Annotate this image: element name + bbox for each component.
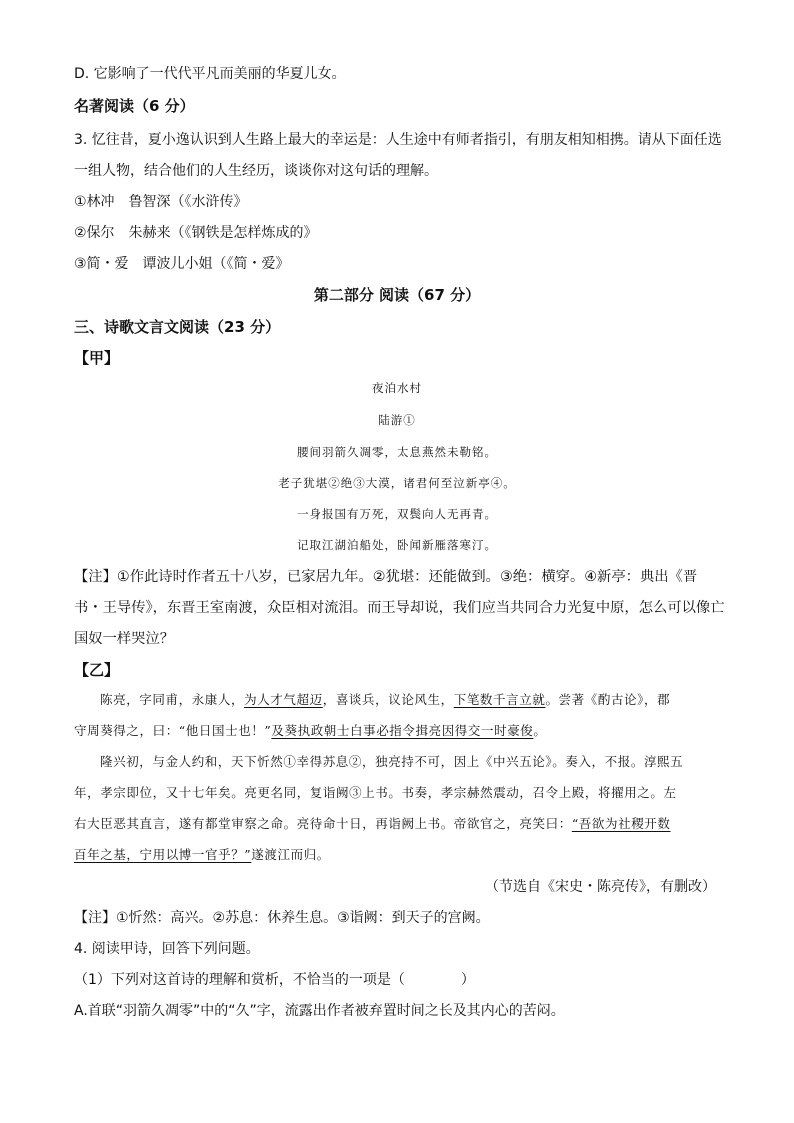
prose-paragraph-1-line-1 (100, 690, 670, 710)
prose-text: ，喜谈兵，议论风生， (322, 692, 454, 707)
question-3-line-2: 一组人物，结合他们的人生经历，谈谈你对这句话的理解。 (74, 163, 438, 179)
underlined-phrase: 百年之基，宁用以博一官乎？” (74, 847, 252, 862)
part-2-heading: 第二部分 阅读（67 分） (313, 286, 481, 304)
poem-line-1: 腰间羽箭久凋零，太息燕然未勒铭。 (297, 445, 497, 459)
prose-paragraph-1-line-2 (74, 721, 547, 741)
underlined-phrase: 下笔数千言立就 (453, 692, 546, 707)
prose-paragraph-2-line-4 (74, 845, 330, 865)
option-d-line: D. 它影响了一代代平凡而美丽的华夏儿女。 (74, 66, 346, 82)
prose-note: 【注】①忻然：高兴。②苏息：休养生息。③诣阙：到天子的宫阙。 (74, 910, 490, 926)
prose-paragraph-2-line-1: 隆兴初，与金人约和，天下忻然①幸得苏息②，独亮持不可，因上《中兴五论》。奏入，不报。淳熙五 (100, 754, 684, 769)
underlined-phrase: 及葵执政朝士白事必指令揖亮因得交一时豪俊 (271, 723, 534, 738)
poem-title: 夜泊水村 (372, 381, 422, 395)
poem-line-3: 一身报国有万死，双鬓向人无再青。 (297, 507, 497, 521)
section-heading-mingzhu: 名著阅读（6 分） (74, 97, 195, 115)
label-jia: 【甲】 (74, 349, 120, 367)
prose-text: 。尝著《酌古论》，郡 (545, 692, 671, 707)
underlined-phrase: 为人才气超迈 (244, 692, 323, 707)
prose-paragraph-2-line-3 (74, 814, 671, 834)
question-4: 4. 阅读甲诗，回答下列问题。 (74, 941, 260, 957)
source-citation: （节选自《宋史・陈亮传》，有删改） (485, 879, 716, 895)
question-4-sub-1: （1）下列对这首诗的理解和赏析，不恰当的一项是（ ） (74, 972, 475, 988)
label-yi: 【乙】 (74, 661, 120, 679)
poem-note-line-3: 国奴一样哭泣？ (74, 631, 175, 647)
option-group-3: ③简・爱 谭波儿小姐（《简・爱》 (74, 256, 290, 272)
poem-line-4: 记取江湖泊船处，卧闻新雁落寒汀。 (297, 538, 497, 552)
prose-text: 右大臣恶其直言，遂有都堂审察之命。亮待命十日，再诣阙上书。帝欲官之，亮笑曰： (74, 816, 572, 831)
option-group-1: ①林冲 鲁智深（《水浒传》 (74, 194, 248, 210)
poem-note-line-1: 【注】①作此诗时作者五十八岁，已家居九年。②犹堪：还能做到。③绝：横穿。④新亭：典出《晋 (74, 569, 698, 585)
question-3-line-1: 3. 忆往昔，夏小逸认识到人生路上最大的幸运是：人生途中有师者指引，有朋友相知相携。请从下面任选 (74, 132, 722, 148)
prose-text: 。 (533, 723, 547, 738)
prose-paragraph-2-line-2: 年，孝宗即位，又十七年矣。亮更名同，复诣阙③上书。书奏，孝宗赫然震动，召令上殿，将擢用之。左 (74, 785, 677, 800)
question-4-option-a: A.首联“羽箭久凋零”中的“久”字，流露出作者被弃置时间之长及其内心的苦闷。 (74, 1003, 565, 1019)
underlined-phrase: “吾欲为社稷开数 (571, 816, 671, 831)
prose-text: 遂渡江而归。 (251, 847, 330, 862)
section-3-heading: 三、诗歌文言文阅读（23 分） (74, 318, 281, 336)
option-group-2: ②保尔 朱赫来（《钢铁是怎样炼成的》 (74, 225, 318, 241)
poem-author: 陆游① (378, 413, 416, 427)
prose-text: 守周葵得之，曰：“他日国士也！” (74, 723, 272, 738)
poem-line-2: 老子犹堪②绝③大漠，诸君何至泣新亭④。 (278, 476, 516, 490)
prose-text: 陈亮，字同甫，永康人， (100, 692, 245, 707)
poem-note-line-2: 书・王导传》，东晋王室南渡，众臣相对流泪。而王导却说，我们应当共同合力光复中原，怎么可以像亡 (74, 600, 725, 616)
